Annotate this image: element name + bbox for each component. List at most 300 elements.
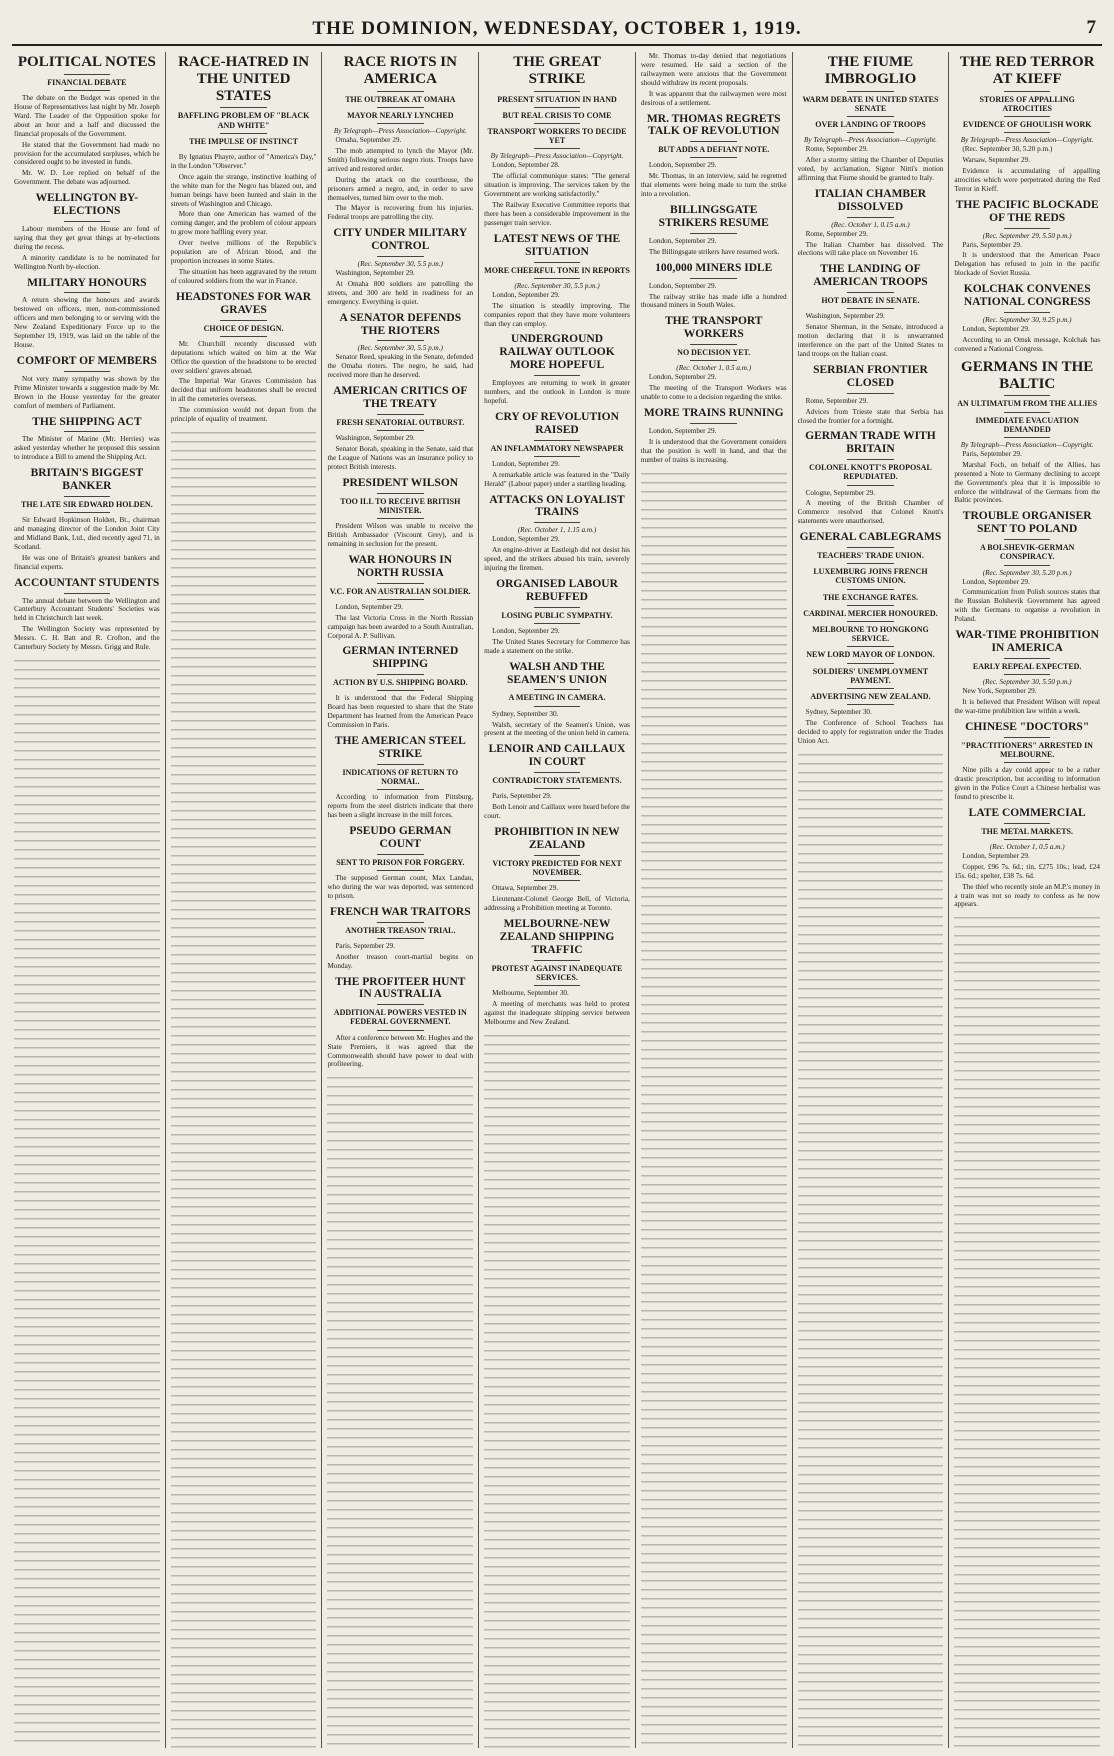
dateline: (Rec. September 30, 9.25 p.m.) <box>982 315 1072 324</box>
article-subheading: THE IMPULSE OF INSTINCT <box>189 136 298 146</box>
heading-rule <box>220 133 267 134</box>
article-paragraph: The Railway Executive Committee reports that there has been a considerable improvement in the passenger train service. <box>484 201 630 227</box>
heading-rule <box>377 599 424 600</box>
heading-rule <box>1004 437 1051 438</box>
article-subheading: ANOTHER TREASON TRIAL. <box>345 925 456 935</box>
column-text-block <box>641 470 787 1748</box>
heading-rule <box>1004 116 1051 117</box>
heading-rule <box>847 91 894 92</box>
dateline: (Rec. September 30, 5.20 p.m.) <box>982 568 1072 577</box>
dateline: (Rec. October 1, 0.15 a.m.) <box>831 220 910 229</box>
heading-rule <box>534 855 581 856</box>
article-subheading: MELBOURNE TO HONGKONG SERVICE. <box>812 625 929 644</box>
article-subheading: PRESENT SITUATION IN HAND <box>497 94 617 104</box>
article-paragraph: The mob attempted to lynch the Mayor (Mr. Smith) following serious negro riots. Troops have arrived and restored order. <box>327 146 474 173</box>
heading-rule <box>377 1004 424 1005</box>
dateline: By Telegraph—Press Association—Copyright. <box>333 126 467 135</box>
article-paragraph: The meeting of the Transport Workers was unable to come to a decision regarding the strike. <box>640 384 787 402</box>
article <box>641 204 787 257</box>
article <box>327 477 473 549</box>
article-paragraph: The Italian Chamber has dissolved. The elections will take place on November 16. <box>797 240 944 258</box>
article-paragraph: After a stormy sitting the Chamber of Deputies voted, by acclamation, Signor Nitti's motion affirming that Fiume should be granted to Italy. <box>797 156 944 182</box>
article-paragraph: A meeting of merchants was held to protest against the inadequate shipping service between Melbourne and New Zealand. <box>484 999 630 1026</box>
article-subheading: ACTION BY U.S. SHIPPING BOARD. <box>332 678 468 688</box>
article-paragraph: Mr. W. D. Lee replied on behalf of the Government. The debate was adjourned. <box>14 169 160 187</box>
heading-rule <box>534 788 581 789</box>
article-subheading: TRANSPORT WORKERS TO DECIDE YET <box>487 126 627 146</box>
heading-rule <box>1004 658 1051 659</box>
article-subheading: THE OUTBREAK AT OMAHA <box>345 94 456 104</box>
article-subheading: NO DECISION YET. <box>677 348 751 358</box>
article <box>954 199 1100 278</box>
article-subheading: IMMEDIATE EVACUATION DEMANDED <box>975 415 1079 434</box>
page-number: 7 <box>1086 17 1096 38</box>
article-subheading: MAYOR NEARLY LYNCHED <box>347 110 454 120</box>
article-paragraph: Sydney, September 30. <box>805 708 872 717</box>
article-paragraph: Senator Reed, speaking in the Senate, defended the Omaha rioters. The negro, he said, had received more than he deserved. <box>327 353 474 380</box>
heading-rule <box>847 704 894 705</box>
article-heading: KOLCHAK CONVENES NATIONAL CONGRESS <box>963 283 1091 309</box>
article-paragraph: An engine-driver at Eastleigh did not desist his speed, and the strikers abused his train, severely injuring the firemen. <box>484 546 630 573</box>
article <box>484 578 630 656</box>
heading-rule <box>377 256 424 257</box>
article-paragraph: By Ignatius Phayre, author of "America's Day," in the London "Observer." <box>170 152 317 170</box>
heading-rule <box>534 960 581 961</box>
heading-rule <box>847 589 894 590</box>
heading-rule <box>64 90 111 91</box>
heading-rule <box>534 689 581 690</box>
article-heading: GENERAL CABLEGRAMS <box>799 531 942 544</box>
article-paragraph: The thief who recently stole an M.P.'s money in a train was not so ready to confess as he now appears. <box>954 882 1101 909</box>
article-paragraph: London, September 29. <box>648 426 717 435</box>
heading-rule <box>377 493 424 494</box>
article <box>484 826 630 913</box>
article-subheading: MORE CHEERFUL TONE IN REPORTS <box>484 265 630 275</box>
heading-rule <box>847 116 894 117</box>
heading-rule <box>1004 839 1051 840</box>
article-paragraph: London, September 29. <box>648 281 717 290</box>
heading-rule <box>847 292 894 293</box>
article <box>954 721 1100 802</box>
article-paragraph: During the attack on the courthouse, the prisoners armed a negro, and, in order to save themselves, turned him over to the mob. <box>327 175 474 202</box>
article-subheading: CONTRADICTORY STATEMENTS. <box>492 776 622 786</box>
heading-rule <box>534 985 581 986</box>
heading-rule <box>847 621 894 622</box>
article-paragraph: It is believed that President Wilson will repeal the war-time prohibition law within a week. <box>954 698 1101 715</box>
heading-rule <box>377 107 424 108</box>
heading-rule <box>690 344 737 345</box>
article <box>641 407 787 465</box>
article-heading: LATEST NEWS OF THE SITUATION <box>493 232 621 258</box>
heading-rule <box>64 371 111 372</box>
article-heading: A SENATOR DEFENDS THE RIOTERS <box>339 311 462 337</box>
article-paragraph: A remarkable article was featured in the "Daily Herald" (Labour paper) under a startling heading. <box>484 470 630 488</box>
article-paragraph: According to an Omsk message, Kolchak has convened a National Congress. <box>954 335 1101 353</box>
heading-rule <box>847 132 894 133</box>
heading-rule <box>534 607 581 608</box>
article <box>14 416 160 463</box>
article <box>327 825 473 901</box>
article-heading: CHINESE "DOCTORS" <box>965 720 1090 733</box>
heading-rule <box>534 148 581 149</box>
heading-rule <box>377 674 424 675</box>
column-4 <box>478 52 635 1748</box>
article-heading: FRENCH WAR TRAITORS <box>330 905 471 918</box>
article-paragraph: The debate on the Budget was opened in the House of Representatives last night by Mr. Joseph Ward. The Leader of the Opposition spoke for about an hour and a half and discussed the financial proposals of the Government. <box>14 93 160 138</box>
article-paragraph: The United States Secretary for Commerce has made a statement on the strike. <box>484 637 630 655</box>
article-paragraph: Walsh, secretary of the Seamen's Union, was present at the meeting of the union held in camera. <box>484 720 630 738</box>
article-heading: ITALIAN CHAMBER DISSOLVED <box>814 187 927 213</box>
article-paragraph: Ottawa, September 29. <box>492 884 559 893</box>
heading-rule <box>220 149 267 150</box>
article-paragraph: Rome, September 29. <box>805 396 868 405</box>
article-paragraph: Both Lenoir and Caillaux were heard before the court. <box>484 803 630 821</box>
heading-rule <box>534 623 581 624</box>
article-subheading: TOO ILL TO RECEIVE BRITISH MINISTER. <box>340 496 461 515</box>
article-subheading: SOLDIERS' UNEMPLOYMENT PAYMENT. <box>812 666 929 685</box>
dateline: (Rec. October 1, 1.15 a.m.) <box>517 526 597 535</box>
heading-rule <box>220 336 267 337</box>
article-subheading: OVER LANDING OF TROOPS <box>815 119 926 129</box>
article <box>484 743 630 821</box>
heading-rule <box>1004 412 1051 413</box>
article <box>641 52 787 108</box>
article-heading: MILITARY HONOURS <box>27 276 147 289</box>
article-subheading: A MEETING IN CAMERA. <box>508 693 606 703</box>
article-subheading: EARLY REPEAL EXPECTED. <box>972 661 1082 671</box>
article-subheading: AN INFLAMMATORY NEWSPAPER <box>490 443 624 453</box>
article-heading: RACE RIOTS IN AMERICA <box>343 54 457 87</box>
article-subheading: BUT ADDS A DEFIANT NOTE. <box>658 145 770 155</box>
heading-rule <box>534 880 581 881</box>
article-subheading: SENT TO PRISON FOR FORGERY. <box>336 857 465 867</box>
article <box>14 577 160 652</box>
article-heading: GERMAN INTERNED SHIPPING <box>342 645 459 671</box>
heading-rule <box>847 605 894 606</box>
article-heading: MR. THOMAS REGRETS TALK OF REVOLUTION <box>646 112 781 138</box>
article <box>798 430 944 526</box>
article-subheading: WARM DEBATE IN UNITED STATES SENATE <box>802 94 939 113</box>
article-subheading: BAFFLING PROBLEM OF "BLACK AND WHITE" <box>177 111 310 130</box>
article <box>798 263 944 359</box>
article-heading: PRESIDENT WILSON <box>342 476 459 489</box>
article <box>327 735 473 820</box>
article-heading: GERMAN TRADE WITH BRITAIN <box>805 430 936 456</box>
heading-rule <box>534 278 581 279</box>
dateline: (Rec. September 29, 5.50 p.m.) <box>982 231 1072 240</box>
dateline: By Telegraph—Press Association—Copyright. <box>804 136 937 145</box>
heading-rule <box>64 292 111 293</box>
heading-rule <box>377 690 424 691</box>
article-paragraph: London, September 29. <box>492 535 560 544</box>
heading-rule <box>847 393 894 394</box>
article-paragraph: Mr. Thomas, in an interview, said he regretted that elements were being made to turn the strike into a revolution. <box>640 172 787 199</box>
heading-rule <box>377 414 424 415</box>
article-paragraph: He was one of Britain's greatest bankers and financial experts. <box>14 553 160 571</box>
article-heading: CRY OF REVOLUTION RAISED <box>495 410 619 436</box>
heading-rule <box>1004 91 1051 92</box>
article-heading: SERBIAN FRONTIER CLOSED <box>813 363 928 389</box>
article-paragraph: Rome, September 29. <box>805 229 868 238</box>
heading-rule <box>847 688 894 689</box>
article-subheading: VICTORY PREDICTED FOR NEXT NOVEMBER. <box>492 858 622 877</box>
heading-rule <box>847 217 894 218</box>
article-subheading: EVIDENCE OF GHOULISH WORK <box>962 119 1092 129</box>
article-subheading: THE EXCHANGE RATES. <box>822 592 919 602</box>
heading-rule <box>377 789 424 790</box>
article-subheading: THE LATE SIR EDWARD HOLDEN. <box>21 499 153 509</box>
article <box>641 113 787 200</box>
article <box>484 54 630 228</box>
heading-rule <box>377 764 424 765</box>
heading-rule <box>847 547 894 548</box>
article-paragraph: The supposed German count, Max Landau, who during the war was deported, was sentenced to prison. <box>327 873 474 900</box>
heading-rule <box>534 456 581 457</box>
heading-rule <box>64 496 111 497</box>
article-subheading: V.C. FOR AN AUSTRALIAN SOLDIER. <box>329 586 471 596</box>
article-subheading: PROTEST AGAINST INADEQUATE SERVICES. <box>491 963 623 982</box>
article-paragraph: The Wellington Society was represented by Messrs. C. H. Batt and R. Crofton, and the Canterbury Society by Messrs. Grigg and Rule. <box>14 625 160 652</box>
article-paragraph: Sydney, September 30. <box>492 709 559 718</box>
article-heading: LATE COMMERCIAL <box>968 806 1086 819</box>
heading-rule <box>847 646 894 647</box>
dateline: By Telegraph—Press Association—Copyright. <box>960 136 1094 145</box>
article-paragraph: Cologne, September 29. <box>805 488 876 497</box>
article-heading: UNDERGROUND RAILWAY OUTLOOK MORE HOPEFUL <box>499 333 615 372</box>
article-subheading: "PRACTITIONERS" ARRESTED IN MELBOURNE. <box>961 740 1093 759</box>
article-subheading: ADVERTISING NEW ZEALAND. <box>810 691 931 701</box>
article-paragraph: London, September 29. <box>492 290 560 299</box>
article-paragraph: The situation has been aggravated by the return of coloured soldiers from the war in France. <box>170 268 317 285</box>
article-heading: GERMANS IN THE BALTIC <box>961 358 1094 392</box>
heading-rule <box>690 141 737 142</box>
article-paragraph: Copper, £96 7s. 6d.; tin, £275 10s.; lead, £24 15s. 6d.; spelter, £38 7s. 6d. <box>954 862 1101 880</box>
article-heading: CITY UNDER MILITARY CONTROL <box>333 227 468 253</box>
article <box>327 227 473 306</box>
heading-rule <box>377 922 424 923</box>
article-heading: THE TRANSPORT WORKERS <box>664 315 763 341</box>
heading-rule <box>534 772 581 773</box>
column-text-block <box>171 429 317 1748</box>
article-heading: WELLINGTON BY-ELECTIONS <box>35 192 139 218</box>
article-paragraph: London, September 29. <box>335 602 403 611</box>
dateline: (Rec. September 30, 5.5 p.m.) <box>357 260 443 269</box>
article-paragraph: Lieutenant-Colonel George Bell, of Victoria, addressing a Prohibition meeting at Toronto. <box>484 895 630 913</box>
heading-rule <box>1004 565 1051 566</box>
article <box>484 233 630 329</box>
article-heading: WALSH AND THE SEAMEN'S UNION <box>507 660 608 686</box>
column-7 <box>948 52 1102 1748</box>
dateline: By Telegraph—Press Association—Copyright. <box>490 152 624 161</box>
heading-rule <box>534 107 581 108</box>
article-heading: ORGANISED LABOUR REBUFFED <box>496 577 618 603</box>
article <box>798 531 944 746</box>
article-heading: BRITAIN'S BIGGEST BANKER <box>30 467 144 493</box>
article <box>484 661 630 739</box>
article-heading: WAR HONOURS IN NORTH RUSSIA <box>348 553 453 579</box>
article <box>327 554 473 641</box>
heading-rule <box>1004 312 1051 313</box>
article <box>484 918 630 1027</box>
article-heading: WAR-TIME PROHIBITION IN AMERICA <box>955 629 1099 655</box>
article-paragraph: (Rec. September 30, 5.20 p.m.) <box>962 145 1053 154</box>
heading-rule <box>534 123 581 124</box>
heading-rule <box>847 459 894 460</box>
column-text-block <box>798 751 944 1748</box>
article <box>954 359 1100 506</box>
article-heading: THE RED TERROR AT KIEFF <box>959 54 1095 87</box>
article-paragraph: The last Victoria Cross in the North Russian campaign has been awarded to a South Australian, Corporal A. P. Sullivan. <box>327 613 474 640</box>
article-heading: ACCOUNTANT STUDENTS <box>14 576 160 589</box>
article-heading: PROHIBITION IN NEW ZEALAND <box>494 826 620 851</box>
heading-rule <box>377 938 424 939</box>
article <box>327 645 473 730</box>
article-paragraph: Mr. Churchill recently discussed with deputations which waited on him at the War Office the question of the headstone to be erected over soldiers' graves abroad. <box>170 339 317 375</box>
article-paragraph: London, September 29. <box>648 236 717 245</box>
article-paragraph: At Omaha 800 soldiers are patrolling the streets, and 300 are held in readiness for an emergency. Everything is quiet. <box>327 279 474 306</box>
article-paragraph: President Wilson was unable to receive the British Ambassador (Viscount Grey), and is remaining in seclusion for the present. <box>327 522 474 548</box>
article-subheading: FINANCIAL DEBATE <box>47 77 127 87</box>
article-heading: AMERICAN CRITICS OF THE TREATY <box>333 385 468 411</box>
article-paragraph: The Minister of Marine (Mr. Herries) was asked yesterday whether he proposed this session to introduce a Bill to amend the Shipping Act. <box>14 435 160 462</box>
article-paragraph: Paris, September 29. <box>962 449 1022 458</box>
article-heading: ATTACKS ON LOYALIST TRAINS <box>489 493 625 519</box>
column-text-block <box>14 657 160 1748</box>
heading-rule <box>377 518 424 519</box>
article <box>798 364 944 426</box>
article-subheading: A BOLSHEVIK-GERMAN CONSPIRACY. <box>979 543 1075 562</box>
article <box>171 291 317 424</box>
heading-rule <box>1004 539 1051 540</box>
article-paragraph: Not very many sympathy was shown by the Prime Minister towards a suggestion made by Mr. Brown in the House yesterday for the greater comfort of members of Parliament. <box>14 374 160 410</box>
article-paragraph: New York, September 29. <box>962 687 1037 696</box>
article <box>484 494 630 573</box>
column-text-block <box>954 914 1100 1748</box>
article <box>327 906 473 971</box>
heading-rule <box>64 221 111 222</box>
article-paragraph: The Imperial War Graves Commission has decided that uniform headstones shall be erected in all the cemeteries overseas. <box>170 377 317 404</box>
article-paragraph: The official communique states: "The general situation is improving. The services taken by the Government are working satisfactorily." <box>484 172 630 199</box>
article <box>14 277 160 350</box>
article-paragraph: It is understood that the American Peace Delegation has refused to join in the pacific blockade of Soviet Russia. <box>954 251 1101 278</box>
article-paragraph: London, September 29. <box>962 577 1030 586</box>
article <box>484 333 630 405</box>
heading-rule <box>1004 132 1051 133</box>
article-paragraph: Paris, September 29. <box>492 792 552 801</box>
heading-rule <box>64 74 111 75</box>
article-subheading: LUXEMBURG JOINS FRENCH CUSTOMS UNION. <box>813 567 928 586</box>
article-paragraph: It was apparent that the railwaymen were most desirous of a settlement. <box>640 89 787 107</box>
heading-rule <box>534 91 581 92</box>
article-paragraph: Washington, September 29. <box>805 312 885 321</box>
heading-rule <box>220 320 267 321</box>
article-heading: THE AMERICAN STEEL STRIKE <box>334 735 466 760</box>
heading-rule <box>847 485 894 486</box>
article-subheading: STORIES OF APPALLING ATROCITIES <box>979 94 1075 113</box>
article-subheading: COLONEL KNOTT'S PROPOSAL REPUDIATED. <box>809 463 932 482</box>
article-heading: THE PROFITEER HUNT IN AUSTRALIA <box>335 975 466 1001</box>
column-3 <box>321 52 478 1748</box>
article <box>14 467 160 571</box>
columns <box>12 52 1102 1748</box>
heading-rule <box>377 340 424 341</box>
article-paragraph: After a conference between Mr. Hughes and the State Premiers, it was agreed that the Commonwealth should have power to deal with profiteering. <box>327 1033 474 1069</box>
dateline: (Rec. October 1, 0.5 a.m.) <box>676 364 752 373</box>
article-paragraph: Mr. Thomas to-day denied that negotiations were resumed. He said a section of the railwaymen were anxious that the Government should withdraw its recent proposals. <box>640 52 787 87</box>
article-paragraph: The railway strike has made idle a hundred thousand miners in South Wales. <box>640 292 787 310</box>
article-paragraph: Evidence is accumulating of appalling atrocities which were perpetrated during the Red Terror in Kieff. <box>954 167 1101 193</box>
article-paragraph: Over twelve millions of the Republic's population are of African blood, and the proportion increases in some States. <box>170 239 317 266</box>
article-heading: BILLINGSGATE STRIKERS RESUME <box>658 204 769 230</box>
article-subheading: FRESH SENATORIAL OUTBURST. <box>336 417 465 427</box>
article-subheading: THE METAL MARKETS. <box>981 826 1073 836</box>
article <box>14 54 160 187</box>
heading-rule <box>690 157 737 158</box>
heading-rule <box>534 522 581 523</box>
article-heading: PSEUDO GERMAN COUNT <box>349 825 452 850</box>
article-subheading: NEW LORD MAYOR OF LONDON. <box>806 650 935 660</box>
article <box>327 976 473 1070</box>
heading-rule <box>690 233 737 234</box>
article-heading: RACE-HATRED IN THE UNITED STATES <box>178 54 310 104</box>
article-paragraph: It is understood that the Federal Shipping Board has been requested to share that the State Department has learned from the American Peace Commission in Paris. <box>327 694 474 730</box>
article-heading: THE GREAT STRIKE <box>513 54 601 87</box>
heading-rule <box>1004 823 1051 824</box>
dateline: (Rec. September 30, 5.5 p.m.) <box>514 281 600 290</box>
article-heading: THE PACIFIC BLOCKADE OF THE REDS <box>955 198 1099 224</box>
article-subheading: BUT REAL CRISIS TO COME <box>502 110 612 120</box>
masthead <box>12 14 1102 46</box>
article-heading: HEADSTONES FOR WAR GRAVES <box>176 290 312 316</box>
heading-rule <box>1004 674 1051 675</box>
dateline: By Telegraph—Press Association—Copyright. <box>960 440 1094 449</box>
heading-rule <box>690 360 737 361</box>
heading-rule <box>534 375 581 376</box>
article <box>798 188 944 259</box>
dateline: (Rec. September 30, 5.50 p.m.) <box>982 678 1072 687</box>
article-heading: COMFORT OF MEMBERS <box>16 354 157 367</box>
column-6 <box>792 52 949 1748</box>
article-paragraph: Nine pills a day could appear to be a rather drastic prescription, but according to information given in the Police Court a Chinese herbalist was found to prescribe it. <box>954 766 1101 801</box>
heading-rule <box>377 854 424 855</box>
article-paragraph: London, September 29. <box>492 626 560 635</box>
heading-rule <box>377 1030 424 1031</box>
article-paragraph: London, September 29. <box>492 459 560 468</box>
article-subheading: CARDINAL MERCIER HONOURED. <box>803 608 938 618</box>
article-subheading: HOT DEBATE IN SENATE. <box>821 296 920 306</box>
heading-rule <box>534 706 581 707</box>
article-subheading: TEACHERS' TRADE UNION. <box>817 551 924 561</box>
article-paragraph: The annual debate between the Wellington and Canterbury Accountant Students' Societies was held in Christchurch last week. <box>14 596 160 623</box>
heading-rule <box>64 431 111 432</box>
article-paragraph: Marshal Foch, on behalf of the Allies, has presented a Note to Germany declining to accept the Government's plea that it is impossible to enforce the withdrawal of the Germans from the Baltic provinces. <box>954 460 1101 505</box>
heading-rule <box>847 663 894 664</box>
heading-rule <box>377 91 424 92</box>
article-paragraph: London, September 29. <box>648 161 717 170</box>
heading-rule <box>1004 762 1051 763</box>
article-paragraph: Sir Edward Hopkinson Holden, Bt., chairman and managing director of the London Joint City and Midland Bank, Ltd., died recently aged 71, in Scotland. <box>14 516 160 551</box>
heading-rule <box>690 423 737 424</box>
article <box>798 54 944 183</box>
article <box>14 192 160 271</box>
heading-rule <box>377 583 424 584</box>
article <box>14 355 160 411</box>
article-paragraph: Washington, September 29. <box>335 269 415 278</box>
article-paragraph: Senator Sherman, in the Senate, introduced a motion declaring that it is unwarranted interference on the part of the United States to land troops on the Italian coast. <box>797 323 944 358</box>
dateline: (Rec. September 30, 5.5 p.m.) <box>357 344 443 353</box>
heading-rule <box>377 123 424 124</box>
article-paragraph: A return showing the honours and awards bestowed on officers, men, non-commissioned officers and men belonging to or serving with the New Zealand Expeditionary Force up to the September 19, 1919, was laid on the table of the House. <box>14 296 160 350</box>
